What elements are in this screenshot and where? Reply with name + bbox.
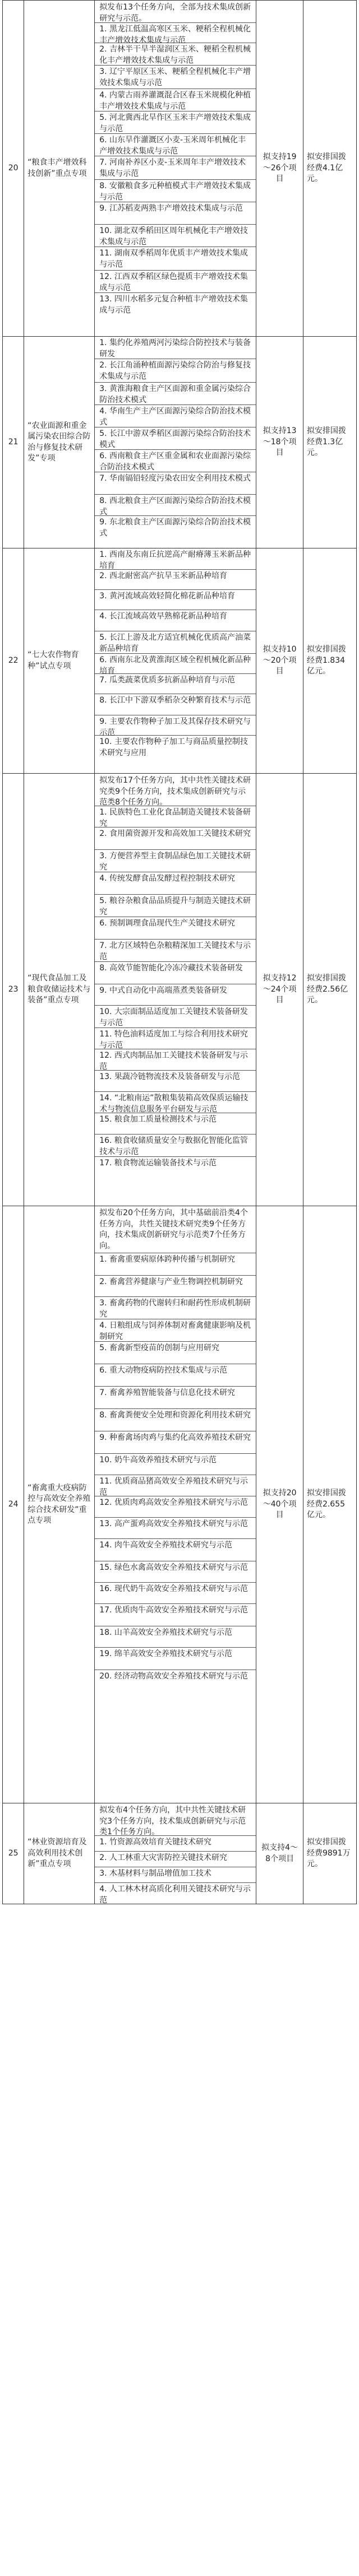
table-row: [3, 337, 357, 548]
task-item: 16. 粮食收储质量安全与数据化智能化监管技术与示范: [95, 1134, 256, 1157]
task-item: 4. 内蒙古雨养灌溉混合区春玉米规模化种植丰产增效技术集成与示范: [95, 89, 256, 111]
task-item: 18. 山羊高效安全养殖技术研究与示范: [95, 1626, 256, 1648]
task-item: 3. 木基材料与制品增值加工技术: [95, 1867, 256, 1883]
task-summary: 拟发布13个任务方向，全部为技术集成创新研究与示范。: [95, 1, 256, 23]
row-number: 20: [3, 1, 24, 337]
task-summary: 拟发布17个任务方向，其中共性关键技术研究类9个任务方向，技术集成创新研究与示范类8个任务方向。: [95, 774, 256, 806]
task-item: 19. 绵羊高效安全养殖技术研究与示范: [95, 1648, 256, 1670]
task-item: 6. 山东旱作灌溉区小麦-玉米周年机械化丰产增效技术集成与示范: [95, 134, 256, 156]
table-row: [3, 548, 357, 774]
task-item: 9. 种畜禽场肉鸡与集约化高效养殖技术研究: [95, 1431, 256, 1454]
task-item: 12. 江西双季稻区绿色提质丰产增效技术集成与示范: [95, 271, 256, 293]
task-directions: [95, 774, 256, 1206]
task-item: 4. 人工林木材高质化利用关键技术研究与示范: [99, 1885, 251, 1905]
task-item: 4. 日粮组成与饲养体制对畜禽健康影响及机制研究: [95, 1319, 256, 1342]
row-number: 24: [3, 1206, 24, 1803]
task-item: 2. 西北耐密高产抗旱玉米新品种培育: [95, 570, 256, 590]
row-number: 25: [3, 1803, 24, 1904]
task-item: 2. 畜禽营养健康与产业生物调控机制研究: [95, 1276, 256, 1297]
table-row: [3, 774, 357, 1206]
task-item: 9. 东北粮食主产区面源污染综合防治技术模式: [99, 518, 251, 538]
task-item: 1. 畜禽重要病原体跨种传播与机制研究: [95, 1253, 256, 1276]
program-name: “现代食品加工及粮食收储运技术与装备”重点专项: [24, 774, 95, 1206]
funding-amount: 拟安排国拨经费2.655亿元。: [303, 1206, 356, 1803]
task-item: 5. 畜禽新型疫苗的创制与应用研究: [95, 1342, 256, 1364]
task-item: 7. 北方区域特色杂粮精深加工关键技术与示范: [95, 940, 256, 962]
task-item: 9. 中式自动化中高端蒸煮类装备研发: [95, 984, 256, 1006]
task-item: 12. 优质肉鸡高效安全养殖技术研究与示范: [95, 1496, 256, 1518]
task-item: 7. 畜禽养殖智能装备与信息化技术研究: [95, 1387, 256, 1409]
task-item: 11. 湖南双季稻周年优质丰产增效技术集成与示范: [95, 247, 256, 271]
task-item: 6. 预制调理食品现代生产关键技术研究: [95, 917, 256, 940]
task-item: 1. 竹资源高效培育关键技术研究: [95, 1836, 256, 1852]
funding-amount: 拟安排国拨经费4.1亿元。: [303, 1, 356, 337]
task-item: 10. 奶牛高效养殖技术研究与示范: [95, 1454, 256, 1475]
project-count: 拟支持12～24个项目: [256, 774, 303, 1206]
task-item: 7. 河南补养区小麦-玉米周年丰产增效技术集成与示范: [95, 156, 256, 180]
task-directions: [95, 548, 256, 774]
task-item: 6. 西南东北及黄淮海区域全程机械化新品种培育: [95, 654, 256, 674]
project-count: 拟支持10～20个项目: [256, 548, 303, 774]
task-directions: [95, 1, 256, 337]
row-number: 23: [3, 774, 24, 1206]
task-summary: 拟发布20个任务方向，其中基础前沿类4个任务方向，共性关键技术研究类9个任务方向，技术集成创新研究与示范类7个任务方向。: [95, 1206, 256, 1253]
task-directions: [95, 1803, 256, 1904]
task-item: 17. 优质肉牛高效安全养殖技术研究与示范: [95, 1604, 256, 1626]
task-item: 6. 重大动物疫病防控技术集成与示范: [95, 1364, 256, 1387]
task-item: 5. 粮谷杂粮食品品质提升与制造关键技术研究: [95, 895, 256, 917]
task-item: 3. 畜禽药物的代谢转归和耐药性形成机制研究: [95, 1297, 256, 1319]
table-row: [3, 1803, 357, 1904]
task-item: 8. 长江中下游双季稻杂交种繁育技术与示范: [95, 694, 256, 715]
task-item: 3. 方便营养型主食制品绿色加工关键技术研究: [95, 850, 256, 872]
task-item: 20. 经济动物高效安全养殖技术研究与示范: [99, 1672, 248, 1681]
task-item: 7. 瓜类蔬菜优质多抗新品种培育与示范: [95, 674, 256, 694]
row-number: 21: [3, 337, 24, 548]
task-item: 1. 民族特色工业化食品制造关键技术装备研究: [95, 806, 256, 827]
project-count: 拟支持13～18个项目: [256, 337, 303, 548]
task-item: 14. 肉牛高效安全养殖技术研究与示范: [95, 1539, 256, 1561]
task-item: 15. 粮食加工质量检测技术与示范: [95, 1113, 256, 1134]
program-name: “畜禽重大疫病防控与高效安全养殖综合技术研发”重点专项: [24, 1206, 95, 1803]
task-item: 1. 集约化养殖两河污染综合防控技术与装备研发: [95, 337, 256, 359]
task-item: 1. 西南及东南丘抗逆高产耐瘠薄玉米新品种培育: [95, 548, 256, 570]
funding-amount: 拟安排国拨经费2.56亿元。: [303, 774, 356, 1206]
program-name: “林业资源培育及高效利用技术创新”重点专项: [24, 1803, 95, 1904]
task-item: 9. 主要农作物种子加工及其保存技术研究与示范: [95, 715, 256, 736]
task-item: 16. 现代奶牛高效安全养殖技术研究与示范: [95, 1583, 256, 1604]
program-name: “农业面源和重金属污染农田综合防治与修复技术研发”专项: [24, 337, 95, 548]
project-count: 拟支持20～40个项目: [256, 1206, 303, 1803]
task-item: 4. 华南生产主产区面源污染综合防治技术模式: [95, 405, 256, 427]
task-item: 3. 辽宁平原区玉米、粳稻全程机械化丰产增效技术集成与示范: [95, 66, 256, 89]
task-item: 2. 吉林半干旱半湿润区玉米、粳稻全程机械化丰产增效技术集成与示范: [95, 43, 256, 66]
task-item: 6. 西南粮食主产区重金属和农业面源污染综合防治技术模式: [95, 450, 256, 472]
task-item: 2. 人工林重大灾害防控关键技术研究: [95, 1852, 256, 1867]
task-item: 12. 西式肉制品加工关键技术装备研发与示范: [95, 1049, 256, 1071]
task-item: 2. 长江角涌种植面源污染综合防治与修复技术集成与示范: [95, 359, 256, 383]
project-count: 拟支持4～8个项目: [256, 1803, 303, 1904]
task-item: 10. 主要农作物种子加工与商品质量控制技术研究与应用: [99, 737, 248, 757]
task-item: 13. 果蔬冷链物流技术及装备研发与示范: [95, 1071, 256, 1092]
table-row: [3, 1206, 357, 1803]
task-item: 8. 高效节能智能化冷冻冷藏技术装备研发: [95, 962, 256, 984]
task-item: 3. 黄淮海粮食主产区面源和重金属污染综合防治技术模式: [95, 383, 256, 405]
program-name: “粮食丰产增效科技创新”重点专项: [24, 1, 95, 337]
task-item: 8. 安徽粮食多元种植模式丰产增效技术集成与示范: [95, 180, 256, 202]
task-item: 11. 优质商品猪高效安全养殖技术研究与示范: [95, 1475, 256, 1496]
funding-amount: 拟安排国拨经费1.834亿元。: [303, 548, 356, 774]
task-item: 3. 黄河流域高效轻简化棉花新品种培育: [95, 590, 256, 610]
task-summary: 拟发布4个任务方向，其中共性关键技术研究3个任务方向，技术集成创新研究与示范类1个任务方向。: [95, 1803, 256, 1836]
task-directions: [95, 1206, 256, 1803]
task-directions: [95, 337, 256, 548]
task-item: 14. “北粮南运”散粮集装箱高效保质运输技术与物流信息服务平台研发与示范: [95, 1092, 256, 1113]
task-item: 4. 长江流域高效早熟棉花新品种培育: [95, 610, 256, 631]
task-item: 8. 畜禽粪便安全处理和资源化利用技术研究: [95, 1409, 256, 1431]
task-item: 13. 高产蛋鸡高效安全养殖技术研究与示范: [95, 1518, 256, 1539]
project-table: [2, 0, 357, 1904]
task-item: 4. 传统发酵食品发酵过程控制技术研究: [95, 872, 256, 895]
task-item: 15. 绿色水禽高效安全养殖技术研究与示范: [95, 1561, 256, 1583]
task-item: 5. 长江中游双季稻区面源污染综合防治技术模式: [95, 427, 256, 450]
row-number: 22: [3, 548, 24, 774]
task-item: 5. 长江上游及北方适宜机械化优质高产油菜新品种培育: [95, 631, 256, 654]
project-count: 拟支持19～26个项目: [256, 1, 303, 337]
task-item: 1. 黑龙江低温高寒区玉米、粳稻全程机械化丰产增效技术集成与示范: [95, 23, 256, 43]
task-item: 13. 四川水稻多元复合种植丰产增效技术集成与示范: [99, 295, 248, 315]
funding-amount: 拟安排国拨经费1.3亿元。: [303, 337, 356, 548]
task-item: 10. 湖北双季稻田区周年机械化丰产增效技术集成与示范: [95, 225, 256, 247]
task-item: 2. 食用菌资源开发和高效加工关键技术研究: [95, 827, 256, 850]
task-item: 17. 粮食物流运输装备技术与示范: [99, 1159, 217, 1168]
task-item: 7. 华南镉铅轻度污染农田安全利用技术模式: [95, 472, 256, 495]
table-row: [3, 1, 357, 337]
task-item: 10. 大宗面制品适度加工关键技术装备研发与示范: [95, 1006, 256, 1028]
task-item: 9. 江苏稻麦两熟丰产增效技术集成与示范: [95, 202, 256, 225]
task-item: 8. 西北粮食主产区面源污染综合防治技术模式: [95, 495, 256, 516]
program-name: “七大农作物育种”试点专项: [24, 548, 95, 774]
task-item: 11. 特色油料适度加工与综合利用技术研究与示范: [95, 1028, 256, 1049]
funding-amount: 拟安排国拨经费9891万元。: [303, 1803, 356, 1904]
task-item: 5. 河北冀西北旱作区玉米丰产增效技术集成与示范: [95, 111, 256, 134]
